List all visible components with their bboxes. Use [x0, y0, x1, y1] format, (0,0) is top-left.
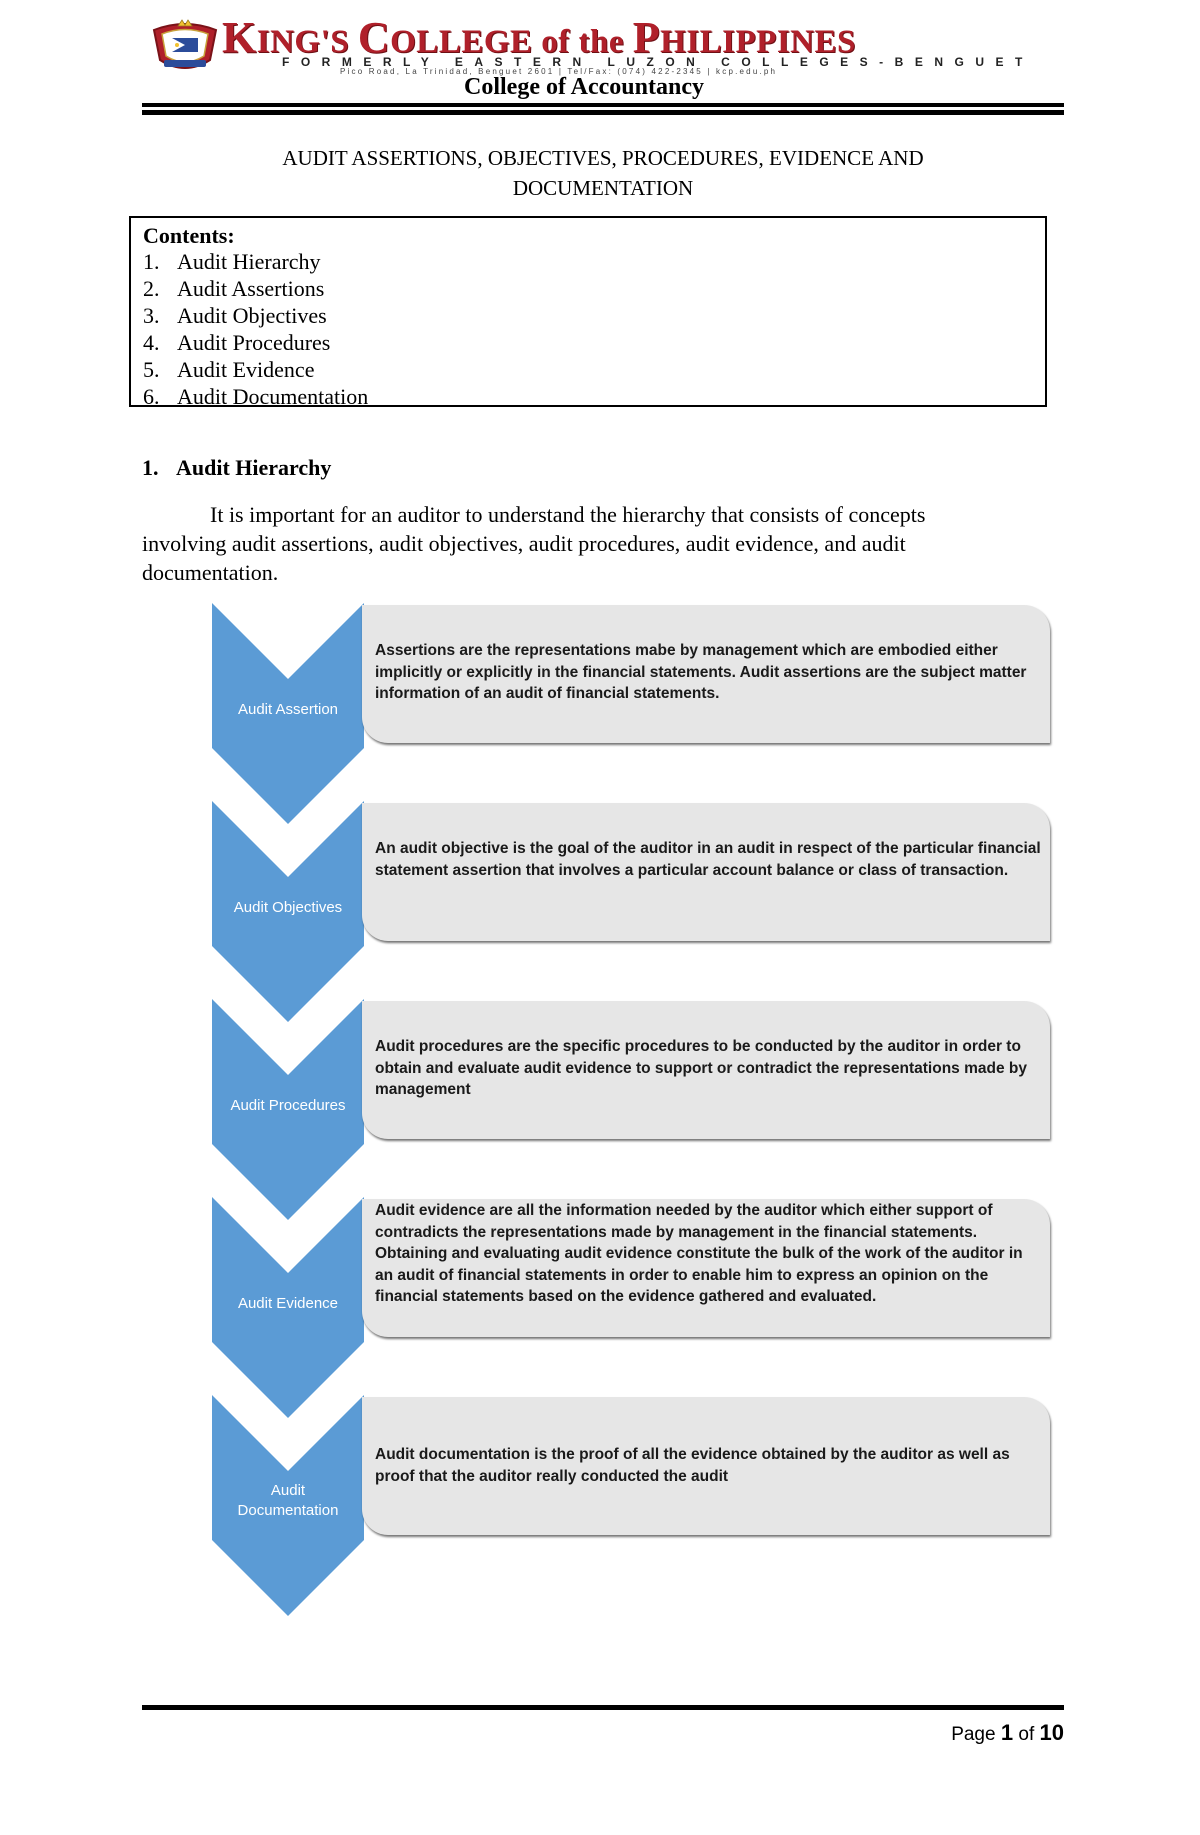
contents-item: 2. Audit Assertions: [143, 276, 325, 301]
hierarchy-description: Audit procedures are the specific procedures to be conducted by the auditor in order to obtain and evaluate audit evidence to support or contradict the representations made by management: [375, 1038, 1027, 1098]
hierarchy-description: An audit objective is the goal of the auditor in an audit in respect of the particular financial statement assertion that involves a particular account balance or class of transaction.: [375, 840, 1041, 879]
hierarchy-description: Audit evidence are all the information needed by the auditor which either support of contradicts the representations made by management in the financial statements. Obtaining and evaluating audit evidence constitute the bulk of the work of the auditor in an audit of financial statements in order to enable him to express an opinion on the financial statements based on the evidence gathered and evaluated.: [375, 1202, 1023, 1305]
document-title-line1: AUDIT ASSERTIONS, OBJECTIVES, PROCEDURES, EVIDENCE AND: [282, 146, 924, 170]
header-rule-bottom: [142, 110, 1064, 115]
contents-box: [129, 216, 1047, 407]
hierarchy-description: Audit documentation is the proof of all the evidence obtained by the auditor as well as proof that the auditor really conducted the audit: [375, 1446, 1010, 1485]
formerly-name: FORMERLY EASTERN LUZON COLLEGES-BENGUET: [282, 55, 1034, 69]
document-title: [142, 143, 1064, 203]
contents-item: 5. Audit Evidence: [143, 357, 315, 382]
contents-item: 4. Audit Procedures: [143, 330, 331, 355]
page-number: Page 1 of 10: [951, 1720, 1064, 1745]
hierarchy-label: Audit Objectives: [233, 899, 343, 916]
contents-heading: Contents:: [143, 223, 235, 248]
header-rule-top: [142, 103, 1064, 107]
department-name: College of Accountancy: [464, 74, 704, 100]
contents-item: 6. Audit Documentation: [143, 384, 369, 409]
hierarchy-description: Assertions are the representations mabe by management which are embodied either implicitly or explicitly in the financial statements. Audit assertions are the subject matter information of an audit of financial statements.: [375, 642, 1027, 702]
hierarchy-label: Audit Evidence: [237, 1295, 339, 1312]
footer-rule: [142, 1705, 1064, 1710]
section-intro-paragraph: It is important for an auditor to understand the hierarchy that consists of concepts involving audit assertions, audit objectives, audit procedures, audit evidence, and audit documentation.: [142, 502, 926, 585]
contents-item: 3. Audit Objectives: [143, 303, 327, 328]
hierarchy-label: Audit Documentation: [237, 1482, 339, 1519]
document-title-line2: DOCUMENTATION: [512, 176, 694, 200]
college-address: Pico Road, La Trinidad, Benguet 2601 | Tel/Fax: (074) 422-2345 | kcp.edu.ph: [340, 67, 778, 76]
hierarchy-label: Audit Procedures: [230, 1097, 346, 1114]
college-seal-logo: [150, 16, 220, 76]
contents-item: 1. Audit Hierarchy: [143, 249, 321, 274]
hierarchy-label: Audit Assertion: [237, 701, 339, 718]
college-name: KING'S COLLEGE of the PHILIPPINES: [222, 13, 856, 62]
section-heading: 1. Audit Hierarchy: [142, 455, 332, 480]
contents-list: [143, 248, 1045, 410]
